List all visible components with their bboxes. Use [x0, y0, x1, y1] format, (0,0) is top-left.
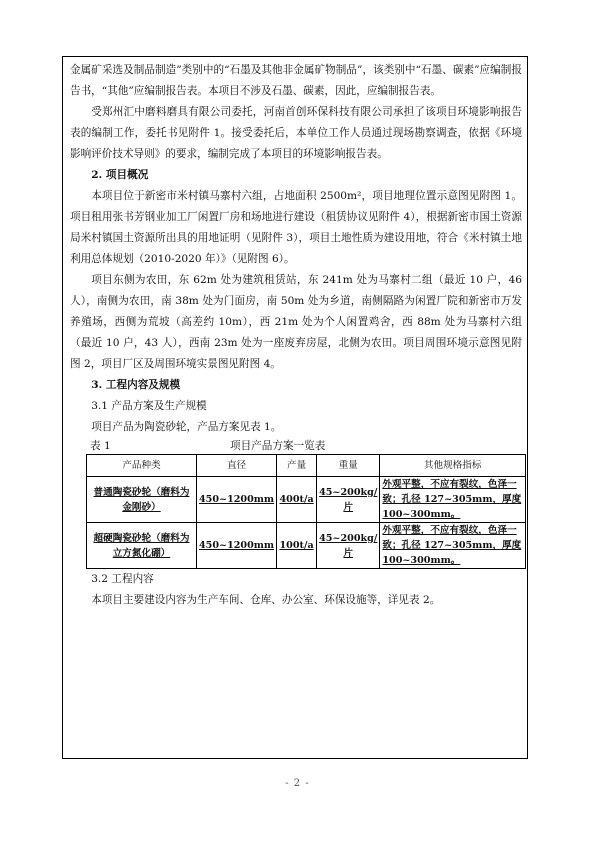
paragraph-products: 项目产品为陶瓷砂轮，产品方案见表 1。	[91, 421, 282, 433]
cell-spec: 外观平整，不应有裂纹，色泽一致；孔径 127~305mm，厚度 100~300mm。	[380, 477, 526, 523]
table-label: 表 1	[90, 440, 111, 452]
header-product-type: 产品种类	[87, 455, 197, 477]
section-heading-scope: 3. 工程内容及规模	[91, 379, 181, 391]
cell-product-name: 普通陶瓷砂轮（磨料为金刚砂）	[87, 477, 197, 523]
table-header-row	[87, 455, 526, 477]
cell-product-name: 超硬陶瓷砂轮（磨料为立方氮化硼）	[87, 523, 197, 569]
table-row	[87, 477, 526, 523]
cell-output: 400t/a	[277, 477, 317, 523]
cell-diameter: 450~1200mm	[197, 477, 277, 523]
paragraph-category: 金属矿采选及制品制造”类别中的“石墨及其他非金属矿物制品”，该类别中“石墨、碳素”应编制报告书，“其他”应编制报告表。本项目不涉及石墨、碳素，因此，应编制报告表。	[70, 64, 522, 97]
header-output: 产量	[277, 455, 317, 477]
cell-weight: 45~200kg/片	[317, 477, 380, 523]
subsection-heading-products: 3.1 产品方案及生产规模	[91, 400, 207, 412]
paragraph-commission: 受郑州汇中磨料磨具有限公司委托，河南首创环保科技有限公司承担了该项目环境影响报告表的编制工作，委托书见附件 1。接受委托后，本单位工作人员通过现场勘察调查，依据《环境影响评价技术导则》的要求，编制完成了本项目的环境影响报告表。	[70, 106, 522, 160]
table-row	[87, 523, 526, 569]
document-body	[70, 60, 522, 611]
header-diameter: 直径	[197, 455, 277, 477]
paragraph-location: 本项目位于新密市米村镇马寨村六组，占地面积 2500m²，项目地理位置示意图见附图 1。项目租用张书芳钢业加工厂闲置厂房和场地进行建设（租赁协议见附件 4），根据新密市国土资源局米村镇国土资源所出具的用地证明（见附件 3），项目土地性质为建设用地，符合《米村镇土地利用总体规划（2010-2020 年）》（见附图 6）。	[70, 190, 522, 265]
cell-output: 100t/a	[277, 523, 317, 569]
cell-weight: 45~200kg/片	[317, 523, 380, 569]
header-weight: 重量	[317, 455, 380, 477]
cell-diameter: 450~1200mm	[197, 523, 277, 569]
cell-spec: 外观平整，不应有裂纹，色泽一致；孔径 127~305mm，厚度 100~300mm。	[380, 523, 526, 569]
paragraph-surroundings: 项目东侧为农田，东 62m 处为建筑租赁站，东 241m 处为马寨村二组（最近 10 户，46 人），南侧为农田，南 38m 处为门面房，南 50m 处为乡道，南侧隔路为闲置厂院和新密市万发养殖场，西侧为荒坡（高差约 10m），西 21m 处为个人闲置鸡舍，西 88m 处为马寨村六组（最近 10 户，43 人），西南 23m 处为一座废弃房屋，北侧为农田。项目周围环境示意图见附图 2，项目厂区及周围环境实景图见附图 4。	[70, 274, 522, 370]
product-table	[86, 454, 526, 569]
section-heading-overview: 2. 项目概况	[91, 169, 149, 181]
page-number: - 2 -	[285, 778, 310, 789]
subsection-heading-works: 3.2 工程内容	[91, 573, 154, 585]
header-other-specs: 其他规格指标	[380, 455, 526, 477]
table-title: 项目产品方案一览表	[230, 440, 326, 452]
table-caption	[70, 438, 522, 454]
paragraph-works: 本项目主要建设内容为生产车间、仓库、办公室、环保设施等，详见表 2。	[91, 594, 441, 606]
